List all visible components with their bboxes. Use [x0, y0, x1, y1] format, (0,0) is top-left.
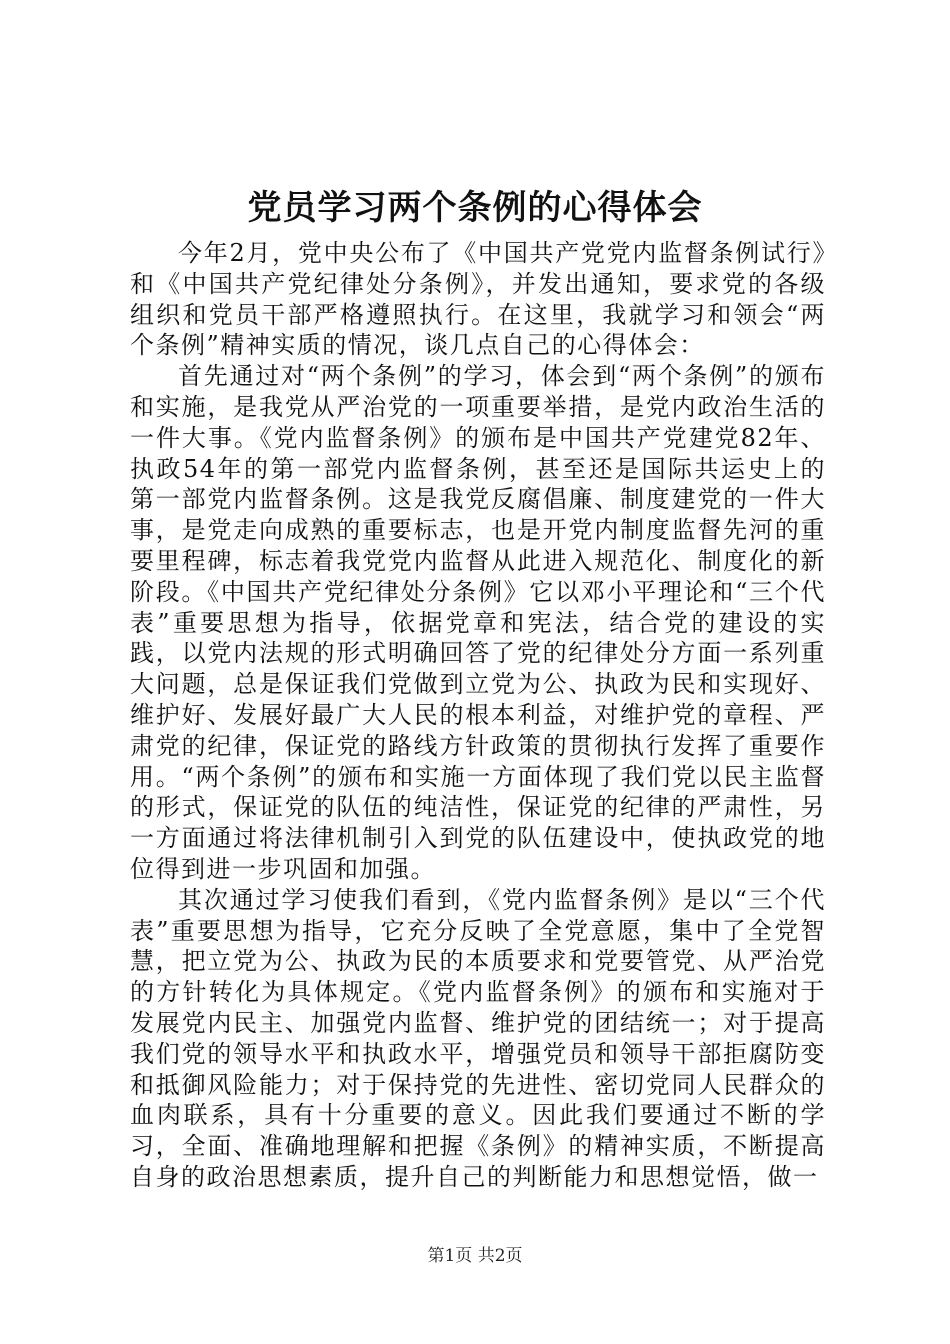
document-title: 党员学习两个条例的心得体会: [247, 188, 703, 228]
document-body: [130, 238, 826, 1193]
paragraph-intro: 今年2月，党中央公布了《中国共产党党内监督条例试行》和《中国共产党纪律处分条例》，并发出通知，要求党的各级组织和党员干部严格遵照执行。在这里，我就学习和领会“两个条例”精神实质的情况，谈几点自己的心得体会：: [130, 239, 826, 360]
paragraph-second-point: 其次通过学习使我们看到，《党内监督条例》是以“三个代表”重要思想为指导，它充分反映了全党意愿，集中了全党智慧，把立党为公、执政为民的本质要求和党要管党、从严治党的方针转化为具体规定。《党内监督条例》的颁布和实施对于发展党内民主、加强党内监督、维护党的团结统一；对于提高我们党的领导水平和执政水平，增强党员和领导干部拒腐防变和抵御风险能力；对于保持党的先进性、密切党同人民群众的血肉联系，具有十分重要的意义。因此我们要通过不断的学习，全面、准确地理解和把握《条例》的精神实质，不断提高自身的政治思想素质，提升自己的判断能力和思想觉悟，做一: [130, 885, 826, 1191]
page-footer: 第1页 共2页: [427, 1246, 523, 1266]
paragraph-first-point: 首先通过对“两个条例”的学习，体会到“两个条例”的颁布和实施，是我党从严治党的一项重要举措，是党内政治生活的一件大事。《党内监督条例》的颁布是中国共产党建党82年、执政54年的第一部党内监督条例，甚至还是国际共运史上的第一部党内监督条例。这是我党反腐倡廉、制度建党的一件大事，是党走向成熟的重要标志，也是开党内制度监督先河的重要里程碑，标志着我党党内监督从此进入规范化、制度化的新阶段。《中国共产党纪律处分条例》它以邓小平理论和“三个代表”重要思想为指导，依据党章和宪法，结合党的建设的实践，以党内法规的形式明确回答了党的纪律处分方面一系列重大问题，总是保证我们党做到立党为公、执政为民和实现好、维护好、发展好最广大人民的根本利益，对维护党的章程、严肃党的纪律，保证党的路线方针政策的贯彻执行发挥了重要作用。“两个条例”的颁布和实施一方面体现了我们党以民主监督的形式，保证党的队伍的纯洁性，保证党的纪律的严肃性，另一方面通过将法律机制引入到党的队伍建设中，使执政党的地位得到进一步巩固和加强。: [130, 362, 826, 883]
